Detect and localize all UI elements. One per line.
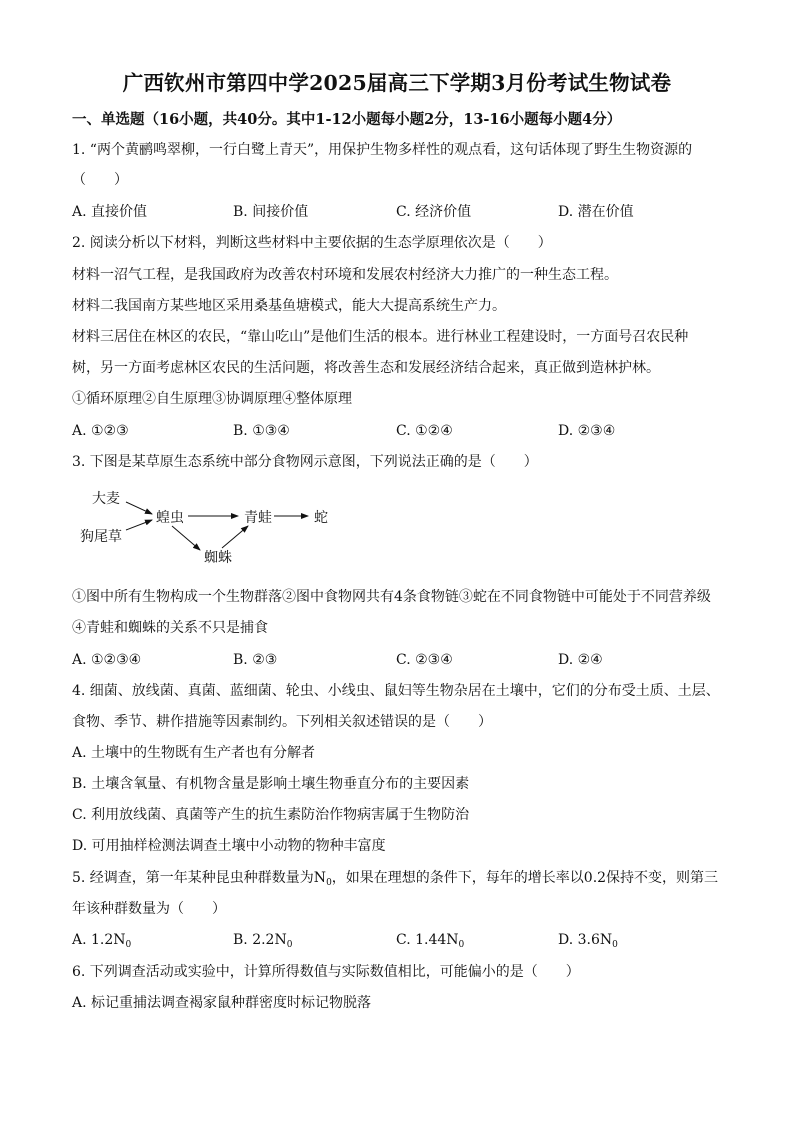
q2-material-2: 材料二我国南方某些地区采用桑基鱼塘模式，能大大提高系统生产力。 (72, 298, 506, 314)
section-heading: 一、单选题（16小题，共40分。其中1-12小题每小题2分，13-16小题每小题4分） (72, 111, 622, 128)
q2-principles: ①循环原理②自生原理③协调原理④整体原理 (72, 391, 352, 407)
q6-option-a: A. 标记重捕法调查褐家鼠种群密度时标记物脱落 (72, 995, 372, 1011)
q4-stem-line1: 4. 细菌、放线菌、真菌、蓝细菌、轮虫、小线虫、鼠妇等生物杂居在土壤中，它们的分布受土质、土层、 (72, 683, 720, 699)
q5-option-d: D. $3.6N_0$ (558, 932, 618, 950)
q4-option-a: A. 土壤中的生物既有生产者也有分解者 (72, 745, 316, 761)
q2-option-d: D. ②③④ (558, 423, 616, 439)
q3-option-b: B. ②③ (233, 652, 278, 668)
q2-material-3-line2: 树，另一方面考虑林区农民的生活问题，将改善生态和发展经济结合起来，真正做到造林护林。 (72, 360, 660, 376)
q2-material-3-line1: 材料三居住在林区的农民，“靠山吃山”是他们生活的根本。进行林业工程建设时，一方面号召农民种 (72, 329, 689, 345)
arrow-gouweicao-huangchong (126, 520, 152, 530)
q4-stem-line2: 食物、季节、耕作措施等因素制约。下列相关叙述错误的是（ ） (72, 714, 492, 730)
q1-option-c: C. 经济价值 (396, 204, 472, 220)
q2-option-c: C. ①②④ (396, 423, 453, 439)
node-qingwa: 青蛙 (244, 510, 272, 526)
q2-material-1: 材料一沼气工程，是我国政府为改善农村环境和发展农村经济大力推广的一种生态工程。 (72, 267, 618, 283)
node-she: 蛇 (314, 510, 328, 526)
q6-stem: 6. 下列调查活动或实验中，计算所得数值与实际数值相比，可能偏小的是（ ） (72, 964, 580, 980)
q2-option-a: A. ①②③ (72, 423, 129, 439)
node-gouweicao: 狗尾草 (80, 529, 122, 545)
q1-option-d: D. 潜在价值 (558, 204, 634, 220)
node-damai: 大麦 (92, 491, 120, 507)
q1-stem-line1: 1. “两个黄鹂鸣翠柳，一行白鹭上青天”，用保护生物多样性的观点看，这句话体现了野生生物资源的 (72, 142, 693, 158)
q2-stem: 2. 阅读分析以下材料，判断这些材料中主要依据的生态学原理依次是（ ） (72, 235, 552, 251)
q3-option-c: C. ②③④ (396, 652, 453, 668)
q5-option-c: C. $1.44N_0$ (396, 932, 465, 950)
arrow-damai-huangchong (126, 502, 152, 514)
q3-statements-line1: ①图中所有生物构成一个生物群落②图中食物网共有4条食物链③蛇在不同食物链中可能处于不同营养级 (72, 589, 711, 605)
food-web-diagram (72, 480, 372, 580)
arrow-zhizhu-qingwa (222, 526, 248, 548)
node-huangchong: 蝗虫 (156, 510, 184, 526)
arrow-huangchong-zhizhu (172, 526, 200, 550)
page-title: 广西钦州市第四中学2025届高三下学期3月份考试生物试卷 (122, 71, 672, 95)
q3-option-a: A. ①②③④ (72, 652, 142, 668)
q1-stem-line2: （ ） (72, 172, 128, 188)
q2-option-b: B. ①③④ (233, 423, 290, 439)
q5-option-a: A. $1.2N_0$ (72, 932, 132, 950)
q3-stem: 3. 下图是某草原生态系统中部分食物网示意图，下列说法正确的是（ ） (72, 454, 538, 470)
q5-option-b: B. $2.2N_0$ (233, 932, 293, 950)
node-zhizhu: 蜘蛛 (204, 550, 232, 566)
q4-option-d: D. 可用抽样检测法调查土壤中小动物的物种丰富度 (72, 838, 386, 854)
q3-option-d: D. ②④ (558, 652, 603, 668)
q4-option-b: B. 土壤含氧量、有机物含量是影响土壤生物垂直分布的主要因素 (72, 776, 470, 792)
q4-option-c: C. 利用放线菌、真菌等产生的抗生素防治作物病害属于生物防治 (72, 807, 470, 823)
q5-stem-line1: 5. 经调查，第一年某种昆虫种群数量为$N_0$，如果在理想的条件下，每年的增长率以0.2保持不变，则第三 (72, 870, 719, 888)
q3-statements-line2: ④青蛙和蜘蛛的关系不只是捕食 (72, 620, 268, 636)
q1-option-a: A. 直接价值 (72, 204, 148, 220)
q1-option-b: B. 间接价值 (233, 204, 309, 220)
q5-stem-line2: 年该种群数量为（ ） (72, 901, 226, 917)
